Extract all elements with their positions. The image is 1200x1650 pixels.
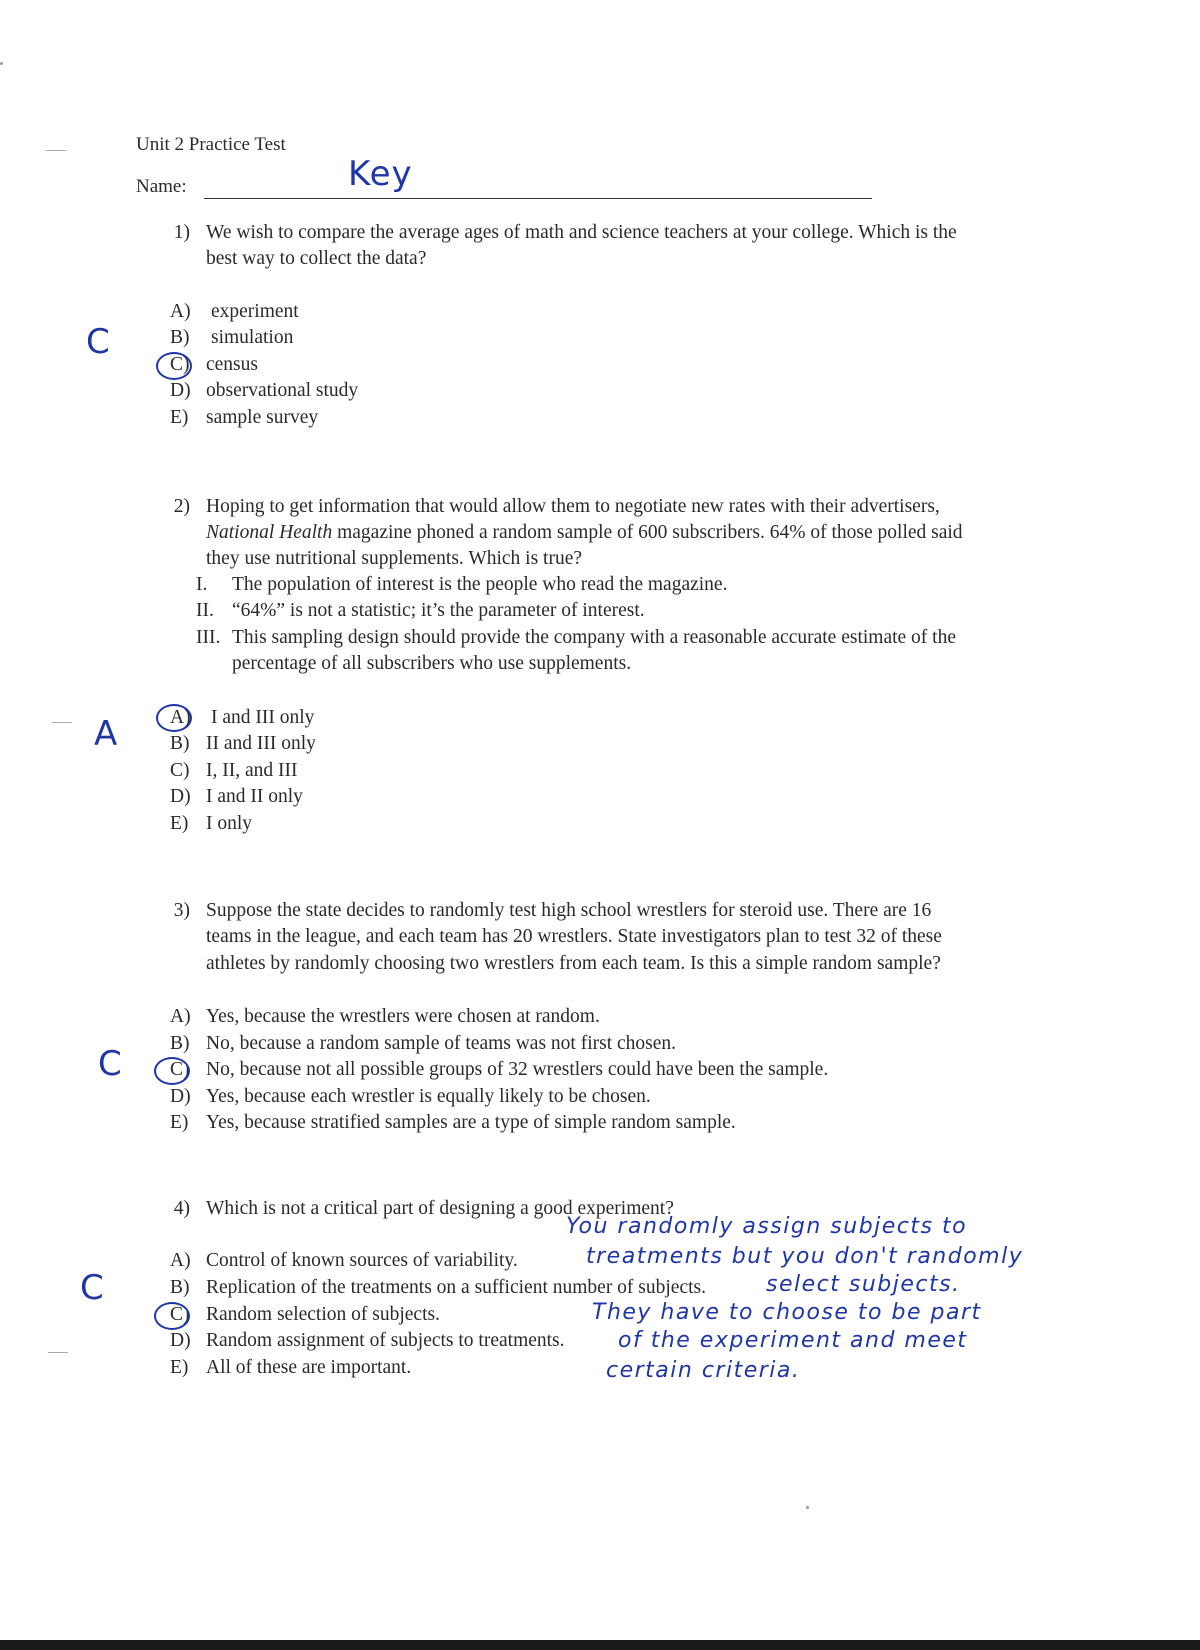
option-text: Yes, because the wrestlers were chosen at random. xyxy=(206,1006,600,1027)
option-letter: C) xyxy=(170,1304,190,1325)
option-text: Random selection of subjects. xyxy=(206,1304,440,1325)
statement-text: percentage of all subscribers who use supplements. xyxy=(232,653,632,674)
option-text: sample survey xyxy=(206,407,319,428)
option-text: observational study xyxy=(206,380,359,401)
handwritten-answer: C xyxy=(98,1044,123,1084)
option-text: I and III only xyxy=(211,707,315,728)
statement-number: II. xyxy=(196,600,214,621)
option-text: No, because not all possible groups of 32 wrestlers could have been the sample. xyxy=(206,1059,829,1080)
option-letter: B) xyxy=(170,327,190,348)
answer-circle xyxy=(154,1302,190,1330)
statement-text: The population of interest is the people who read the magazine. xyxy=(232,574,728,595)
handwritten-name: Key xyxy=(348,154,413,194)
option-text: Replication of the treatments on a sufficient number of subjects. xyxy=(206,1277,707,1298)
option-letter: D) xyxy=(170,1330,191,1351)
statement-number: III. xyxy=(196,627,221,648)
option-letter: A) xyxy=(170,707,191,728)
scan-speck xyxy=(806,1506,809,1509)
option-text: census xyxy=(206,354,258,375)
option-letter: A) xyxy=(170,301,191,322)
option-text: simulation xyxy=(211,327,294,348)
option-text: I and II only xyxy=(206,786,303,807)
answer-circle xyxy=(156,704,192,732)
option-text: experiment xyxy=(211,301,299,322)
page-title: Unit 2 Practice Test xyxy=(136,134,286,155)
question-text-line: they use nutritional supplements. Which is true? xyxy=(206,548,583,569)
answer-circle xyxy=(156,352,192,380)
question-number: 2) xyxy=(173,496,190,517)
scan-mark xyxy=(48,1352,68,1353)
option-letter: B) xyxy=(170,1277,190,1298)
option-letter: E) xyxy=(170,813,189,834)
scan-speck xyxy=(0,62,3,65)
option-letter: B) xyxy=(170,1033,190,1054)
handwritten-note-line: treatments but you don't randomly xyxy=(586,1244,1024,1269)
option-text: Yes, because each wrestler is equally likely to be chosen. xyxy=(206,1086,651,1107)
option-text: II and III only xyxy=(206,733,316,754)
question-text-line: best way to collect the data? xyxy=(206,248,427,269)
option-letter: D) xyxy=(170,380,191,401)
scan-mark xyxy=(46,150,66,151)
handwritten-note-line: select subjects. xyxy=(766,1272,961,1297)
option-text: I, II, and III xyxy=(206,760,298,781)
option-text: I only xyxy=(206,813,253,834)
question-text-line: We wish to compare the average ages of math and science teachers at your college. Which is the xyxy=(206,222,957,243)
question-text-line xyxy=(206,520,963,546)
handwritten-answer: C xyxy=(80,1268,105,1308)
answer-circle xyxy=(154,1057,190,1085)
name-underline xyxy=(204,198,872,199)
option-letter: C) xyxy=(170,760,190,781)
option-letter: C) xyxy=(170,1059,190,1080)
question-text-line: teams in the league, and each team has 20 wrestlers. State investigators plan to test 32 of these xyxy=(206,926,942,947)
question-text-line: Which is not a critical part of designing a good experiment? xyxy=(206,1198,674,1219)
option-letter: A) xyxy=(170,1250,191,1271)
statement-text: “64%” is not a statistic; it’s the parameter of interest. xyxy=(232,600,645,621)
option-letter: B) xyxy=(170,733,190,754)
option-letter: A) xyxy=(170,1006,191,1027)
question-number: 3) xyxy=(173,900,190,921)
handwritten-note-line: You randomly assign subjects to xyxy=(566,1214,968,1239)
option-letter: E) xyxy=(170,407,189,428)
question-text-line: Suppose the state decides to randomly test high school wrestlers for steroid use. There are 16 xyxy=(206,900,932,921)
option-letter: D) xyxy=(170,1086,191,1107)
scan-edge xyxy=(0,1640,1200,1650)
question-text-fragment: magazine phoned a random sample of 600 subscribers. 64% of those polled said xyxy=(332,522,963,543)
option-text: Control of known sources of variability. xyxy=(206,1250,518,1271)
question-number: 1) xyxy=(173,222,190,243)
handwritten-note-line: certain criteria. xyxy=(606,1358,801,1383)
option-letter: E) xyxy=(170,1357,189,1378)
option-text: No, because a random sample of teams was not first chosen. xyxy=(206,1033,677,1054)
question-text-line: athletes by randomly choosing two wrestlers from each team. Is this a simple random sample? xyxy=(206,953,941,974)
option-text: All of these are important. xyxy=(206,1357,412,1378)
scan-mark xyxy=(52,722,72,723)
question-number: 4) xyxy=(173,1198,190,1219)
option-letter: E) xyxy=(170,1112,189,1133)
handwritten-note-line: of the experiment and meet xyxy=(618,1328,968,1353)
option-text: Yes, because stratified samples are a type of simple random sample. xyxy=(206,1112,736,1133)
handwritten-answer: C xyxy=(86,322,111,362)
option-letter: C) xyxy=(170,354,190,375)
option-letter: D) xyxy=(170,786,191,807)
statement-number: I. xyxy=(196,574,208,595)
question-text-line: Hoping to get information that would allow them to negotiate new rates with their advertisers, xyxy=(206,496,940,517)
handwritten-answer: A xyxy=(94,714,119,754)
option-text: Random assignment of subjects to treatments. xyxy=(206,1330,565,1351)
name-label: Name: xyxy=(136,176,187,197)
handwritten-note-line: They have to choose to be part xyxy=(592,1300,982,1325)
statement-text: This sampling design should provide the company with a reasonable accurate estimate of the xyxy=(232,627,956,648)
magazine-name: National Health xyxy=(206,522,333,543)
